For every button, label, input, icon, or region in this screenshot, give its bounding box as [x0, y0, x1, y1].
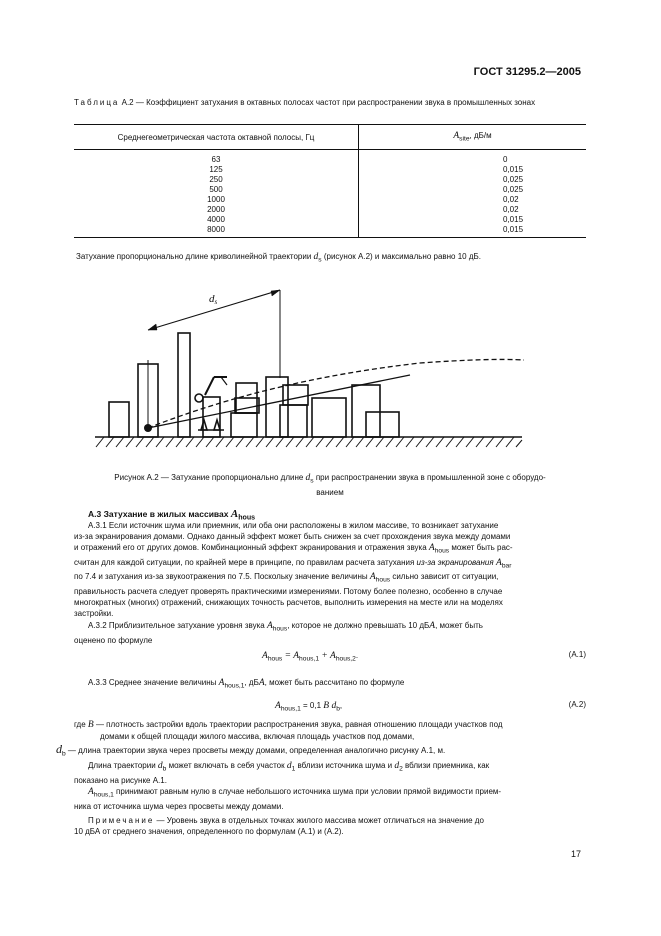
- cell-freq: 8000: [74, 225, 359, 238]
- section-heading: А.3 Затухание в жилых массивах $A_{hous}$: [88, 508, 256, 522]
- crane-cable: [221, 377, 227, 385]
- source-point: [144, 424, 152, 432]
- building: [266, 377, 288, 437]
- arrow-head-left: [148, 324, 157, 330]
- ground-hatching: [96, 437, 522, 447]
- cell-freq: 125: [74, 165, 359, 175]
- paragraph-a33: А.3.3 Среднее значение величины $A_{hous,1}$, дБA, может быть рассчитано по формуле: [88, 678, 405, 690]
- equation-number-a2: (А.2): [568, 700, 586, 709]
- equation-number-a1: (А.1): [568, 650, 586, 659]
- table-caption: Таблица А.2 — Коэффициент затухания в октавных полосах частот при распространении звука в промышленных зонах: [74, 98, 536, 107]
- cell-value: 0,025: [503, 175, 524, 184]
- col-header-frequency: Среднегеометрическая частота октавной полосы, Гц: [74, 125, 359, 150]
- building: [231, 413, 257, 437]
- table-header-row: [74, 125, 586, 150]
- table-row: [74, 165, 586, 175]
- table-title: Коэффициент затухания в октавных полосах частот при распространении звука в промышленных зонах: [146, 98, 536, 107]
- cell-value: 0: [503, 155, 508, 164]
- building: [109, 402, 129, 437]
- building: [366, 412, 399, 437]
- paragraph-a32: А.3.2 Приблизительное затухание уровня звука $A_{hous}$, которое не должно превышать 10 дБA, может быть оценено по формуле: [74, 621, 483, 645]
- table-row: [74, 215, 586, 225]
- cell-value: 0,02: [503, 205, 519, 214]
- cell-freq: 500: [74, 185, 359, 195]
- table-number: А.2: [121, 98, 134, 107]
- paragraph-db: Длина траектории $d_b$ может включать в себя участок $d_1$ вблизи источника шума и $d_2$ вблизи приемника, как показано на рисунке А.1.: [74, 761, 490, 785]
- building: [280, 405, 307, 437]
- col-header-asite: $A_{site}$, дБ/м: [359, 125, 587, 150]
- paragraph-ahous1: $A_{hous,1}$ принимают равным нулю в случае небольшого источника шума при условии прямой видимости прием- ника от источника шума через просветы между домами.: [74, 787, 502, 811]
- table-row: [74, 225, 586, 238]
- table-row: [74, 195, 586, 205]
- line-of-sight: [148, 375, 410, 428]
- crane-boom: [205, 377, 214, 395]
- table-label: Таблица: [74, 98, 120, 107]
- cell-freq: 63: [74, 150, 359, 166]
- cell-value: 0,02: [503, 195, 519, 204]
- ds-label: ds: [209, 293, 218, 306]
- arrow-head-right: [271, 290, 280, 296]
- equipment-cone: [214, 420, 220, 430]
- standard-header: ГОСТ 31295.2—2005: [473, 66, 581, 78]
- cell-value: 0,015: [503, 215, 524, 224]
- table-row: [74, 205, 586, 215]
- paragraph-a31: А.3.1 Если источник шума или приемник, или оба они расположены в жилом массиве, то возникает затухание из-за экранирования домами. Однако данный эффект может быть снижен за счет прохождения звука между домами и отражений его от других домов. Комбинационный эффект экранирования и отражения звука $A_{hous}$ может быть рас- считан для каждой ситуации, по крайней мере в принципе, по правилам расчета затухания из-за экранирования $A_{bar}$ по 7.4 и затухания из-за звукоотражения по 7.5. Поскольку значение величины $A_{hous}$ сильно зависит от ситуации, правильность расчета следует проверять практическими измерениями. Потому более полезно, особенно в случае многократных (многих) отражений, снижающих точность расчетов, выполнить измерения на месте или на моделях застройки.: [74, 521, 513, 618]
- cell-value: 0,015: [359, 225, 587, 238]
- equation-a1: $A_{hous} = A_{hous,1} + A_{hous,2}$.: [262, 651, 359, 663]
- page-number: 17: [570, 849, 581, 859]
- building: [235, 398, 259, 413]
- equipment-wheel: [195, 394, 203, 402]
- table-row: [74, 150, 586, 166]
- note-paragraph: Примечание — Уровень звука в отдельных точках жилого массива может отличаться на значение до 10 дБА от среднего значения, определенного по формулам (А.1) и (А.2).: [74, 816, 484, 836]
- cell-freq: 250: [74, 175, 359, 185]
- cell-freq: 4000: [74, 215, 359, 225]
- curved-path-ds: [148, 359, 524, 428]
- cell-freq: 1000: [74, 195, 359, 205]
- equation-a2: $A_{hous,1} = 0,1$ B $d_b$,: [275, 701, 343, 713]
- industrial-zone-figure: [90, 280, 530, 450]
- cell-value: 0,025: [503, 185, 524, 194]
- table-row: [74, 185, 586, 195]
- cell-freq: 2000: [74, 205, 359, 215]
- where-clause: где B — плотность застройки вдоль траектории распространения звука, равная отношению площади участков под домами к общей площади жилого массива, включая площадь участков под домами, $d_b$ — длина траектории звука через просветы между домами, определенная аналогично рисунку А.1, м.: [56, 720, 503, 758]
- building: [312, 398, 346, 437]
- equipment-cone: [201, 420, 207, 430]
- cell-value: 0,015: [503, 165, 524, 174]
- attenuation-table: [74, 124, 586, 238]
- table-row: [74, 175, 586, 185]
- building: [283, 385, 308, 405]
- attenuation-note-line: Затухание пропорционально длине криволинейной траектории $d_s$ (рисунок А.2) и максимально равно 10 дБ.: [76, 252, 481, 264]
- figure-caption: Рисунок А.2 — Затухание пропорционально длине $d_s$ при распространении звука в промышленной зоне с оборудо- ванием: [114, 473, 546, 497]
